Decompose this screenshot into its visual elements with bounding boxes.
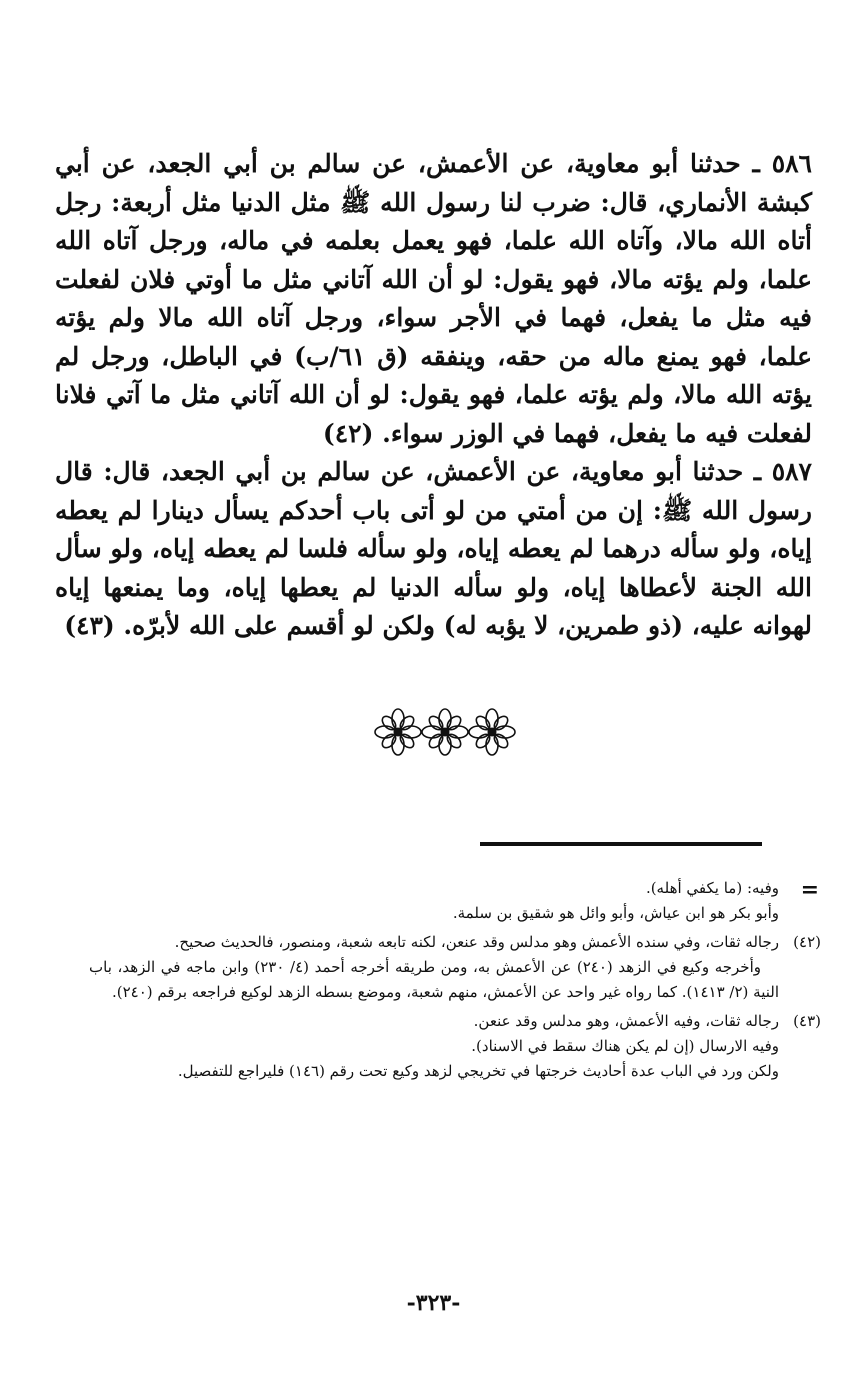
footnote-42 [89, 930, 821, 1005]
footnote-divider [480, 842, 762, 846]
page-number: -٣٢٣- [406, 1290, 461, 1316]
footnote-continuation [89, 876, 819, 926]
footnote-number: (٤٢) [793, 933, 821, 951]
footnote-number: (٤٣) [793, 1012, 821, 1030]
footnote-text: رجاله ثقات، وفيه الأعمش، وهو مدلس وقد عنعن. [473, 1012, 779, 1030]
footnote-text: رجاله ثقات، وفي سنده الأعمش وهو مدلس وقد عنعن، لكنه تابعه شعبة، ومنصور، فالحديث صحيح. [174, 933, 779, 951]
footnote-text: ولكن ورد في الباب عدة أحاديث خرجتها في تخريجي لزهد وكيع تحت رقم (١٤٦) فليراجع للتفصيل. [177, 1062, 779, 1080]
footnote-43 [89, 1009, 821, 1084]
footnote-text: وفيه الارسال (إن لم يكن هناك سقط في الاسناد). [471, 1037, 779, 1055]
footnotes-block [89, 876, 821, 1088]
footnote-text: وفيه: (ما يكفي أهله). [645, 879, 779, 897]
hadith-587: ٥٨٧ ـ حدثنا أبو معاوية، عن الأعمش، عن سالم بن أبي الجعد، قال: قال رسول الله ﷺ: إن من أمتي من لو أتى باب أحدكم يسأل دينارا لم يعطه إياه، ولو سأله درهما لم يعطه إياه، ولو سأله فلسا لم يعطه إياه، ولو سأل الله الجنة لأعطاها إياه، ولو سأله الدنيا لم يعطها إياه، وما يمنعها إياه لهوانه عليه، (ذو طمرين، لا يؤبه له) ولكن لو أقسم على الله لأبرّه. (٤٣) [55, 457, 812, 640]
hadith-586: ٥٨٦ ـ حدثنا أبو معاوية، عن الأعمش، عن سالم بن أبي الجعد، عن أبي كبشة الأنماري، قال: ضرب لنا رسول الله ﷺ مثل الدنيا مثل أربعة: رجل أتاه الله مالا، وآتاه الله علما، فهو يعمل بعلمه في ماله، ورجل آتاه الله علما، ولم يؤته مالا، فهو يقول: لو أن الله آتاني مثل ما أوتي فلان لفعلت فيه مثل ما يفعل، فهما في الأجر سواء، ورجل آتاه الله مالا ولم يؤته علما، فهو يمنع ماله من حقه، وينفقه (ق ٦١/ب) في الباطل، ورجل لم يؤته الله مالا، ولم يؤته علما، فهو يقول: لو أن الله آتاني مثل ما آتي فلانا لفعلت فيه ما يفعل، فهما في الوزر سواء. (٤٢) [55, 149, 812, 448]
footnote-text: وأبو بكر هو ابن عياش، وأبو وائل هو شقيق بن سلمة. [452, 904, 779, 922]
main-text-block [55, 145, 812, 646]
footnote-text: وأخرجه وكيع في الزهد (٢٤٠) عن الأعمش به، ومن طريقه أخرجه أحمد (٤/ ٢٣٠) وابن ماجه في الزهد، باب النية (٢/ ١٤١٣). كما رواه غير واحد عن الأعمش، منهم شعبة، وموضع بسطه الزهد لوكيع فراجعه برقم (٢٤٠). [89, 958, 779, 1001]
continuation-mark: = [800, 877, 819, 903]
floral-ornament-icon [370, 702, 520, 762]
